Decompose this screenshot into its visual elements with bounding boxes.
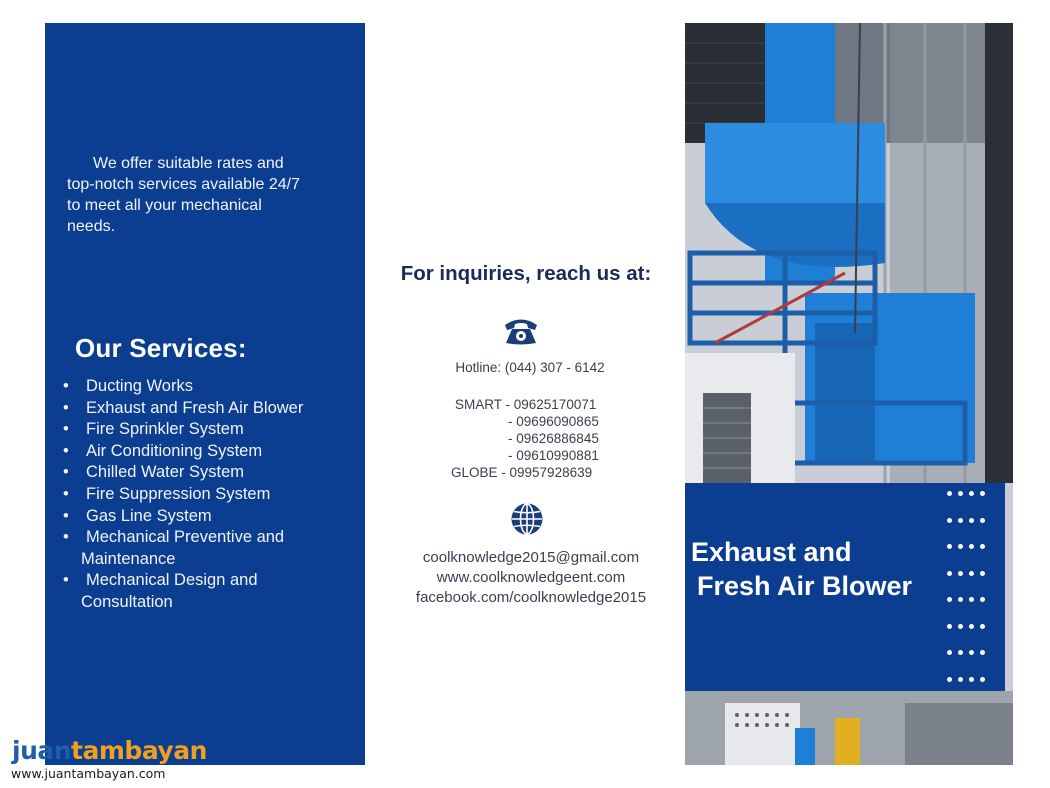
- decor-dot: [969, 597, 974, 602]
- decor-dot: [947, 491, 952, 496]
- decor-dot: [958, 571, 963, 576]
- intro-text: We offer suitable rates and top-notch services available 24/7 to meet all your mechanical needs.: [67, 155, 301, 235]
- phone-number: - 09610990881: [508, 448, 599, 463]
- phone-number: SMART - 09625170071: [455, 397, 597, 412]
- list-item: • Mechanical Design and Consultation: [63, 571, 258, 611]
- decor-dot: [969, 491, 974, 496]
- list-item: • Exhaust and Fresh Air Blower: [63, 398, 304, 417]
- services-heading: Our Services:: [75, 333, 247, 363]
- facebook-link[interactable]: facebook.com/coolknowledge2015: [415, 589, 647, 606]
- decor-dot: [958, 624, 963, 629]
- list-item: • Fire Sprinkler System: [63, 420, 244, 439]
- service-banner: [685, 483, 1005, 691]
- decor-dot: [980, 571, 985, 576]
- decor-dot: [969, 518, 974, 523]
- decor-dot: [969, 677, 974, 682]
- decor-dot: [958, 597, 963, 602]
- decor-dot: [958, 650, 963, 655]
- decor-dot: [980, 597, 985, 602]
- list-item: • Chilled Water System: [63, 463, 245, 482]
- watermark-url: www.juantambayan.com: [11, 766, 166, 781]
- telephone-icon: [502, 316, 540, 346]
- decor-dot: [958, 518, 963, 523]
- decor-dot: [947, 597, 952, 602]
- decor-dot: [980, 650, 985, 655]
- decor-dot: [980, 677, 985, 682]
- services-panel: [45, 23, 365, 765]
- decor-dot: [969, 650, 974, 655]
- inquiries-heading: For inquiries, reach us at:: [400, 262, 652, 285]
- list-item: • Fire Suppression System: [63, 484, 271, 503]
- decor-dot: [947, 650, 952, 655]
- list-item: • Air Conditioning System: [63, 441, 263, 460]
- services-list: [63, 376, 363, 614]
- decor-dot: [958, 677, 963, 682]
- watermark-logo: juantambayan: [12, 736, 207, 765]
- decor-dot: [947, 518, 952, 523]
- contact-links: [395, 548, 667, 608]
- decor-dot: [958, 544, 963, 549]
- phone-numbers: [440, 396, 640, 481]
- phone-number: - 09696090865: [508, 414, 599, 429]
- globe-icon: [510, 502, 544, 536]
- watermark: [8, 736, 207, 784]
- decor-dot: [980, 624, 985, 629]
- decor-dot: [969, 624, 974, 629]
- decor-dot: [969, 544, 974, 549]
- decor-dot: [947, 677, 952, 682]
- email-link[interactable]: coolknowledge2015@gmail.com: [422, 549, 640, 566]
- decor-dot: [958, 491, 963, 496]
- decor-dot: [947, 544, 952, 549]
- decor-dot: [980, 491, 985, 496]
- hotline-text: Hotline: (044) 307 - 6142: [455, 360, 605, 375]
- decor-dot: [980, 518, 985, 523]
- list-item: • Gas Line System: [63, 506, 212, 525]
- decor-dot: [980, 544, 985, 549]
- list-item: • Ducting Works: [63, 377, 193, 395]
- list-item: • Mechanical Preventive and Maintenance: [63, 528, 285, 568]
- website-link[interactable]: www.coolknowledgeent.com: [436, 569, 626, 586]
- decor-dot: [947, 624, 952, 629]
- phone-number: - 09626886845: [508, 431, 599, 446]
- decor-dot: [969, 571, 974, 576]
- banner-title: Exhaust and Fresh Air Blower: [691, 537, 913, 601]
- decor-dot: [947, 571, 952, 576]
- phone-number: GLOBE - 09957928639: [451, 465, 593, 480]
